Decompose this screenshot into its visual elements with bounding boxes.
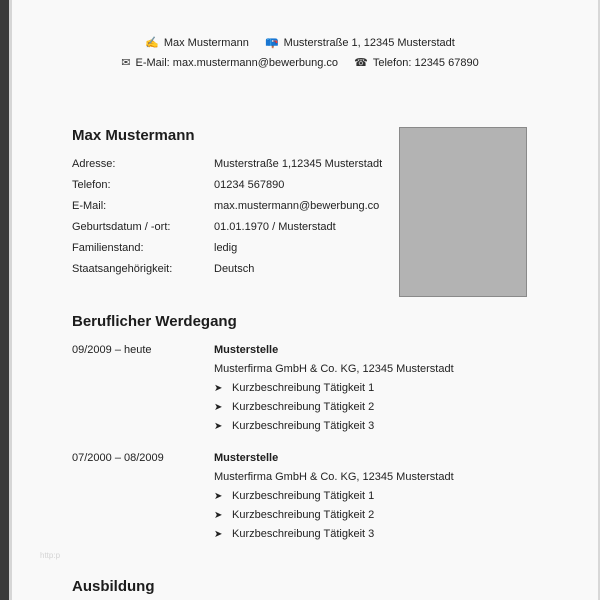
row-label-email: E-Mail:: [72, 200, 107, 212]
mailbox-icon: 📪: [264, 37, 279, 49]
envelope-icon: ✉: [121, 57, 131, 69]
arrow-bullet-icon: ➤: [214, 383, 223, 394]
row-label-phone: Telefon:: [72, 179, 111, 191]
header-phone: Telefon: 12345 67890: [372, 57, 479, 69]
personal-title: Max Mustermann: [72, 127, 195, 144]
job-2-task-1: ➤ Kurzbeschreibung Tätigkeit 1: [214, 490, 375, 502]
job-2-company: Musterstelle: [214, 452, 279, 464]
row-value-nationality: Deutsch: [214, 263, 255, 275]
header-line-1: [0, 36, 600, 49]
row-label-address: Adresse:: [72, 158, 116, 170]
job-2-task-3: ➤ Kurzbeschreibung Tätigkeit 3: [214, 528, 375, 540]
row-value-birth: 01.01.1970 / Musterstadt: [214, 221, 336, 233]
job-1-task-2: ➤ Kurzbeschreibung Tätigkeit 2: [214, 401, 375, 413]
header-email: E-Mail: max.mustermann@bewerbung.co: [135, 57, 339, 69]
arrow-bullet-icon: ➤: [214, 402, 223, 413]
watermark-text: http:p: [40, 551, 61, 560]
header-line-2: [0, 56, 600, 69]
header-name: Max Mustermann: [163, 37, 249, 49]
left-border-bar: [0, 0, 9, 600]
telephone-icon: ☎: [354, 57, 368, 69]
row-label-birth: Geburtsdatum / -ort:: [72, 221, 171, 233]
row-value-address: Musterstraße 1,12345 Musterstadt: [214, 158, 383, 170]
row-value-phone: 01234 567890: [214, 179, 285, 191]
job-1-employer: Musterfirma GmbH & Co. KG, 12345 Musterstadt: [214, 363, 454, 375]
arrow-bullet-icon: ➤: [214, 510, 223, 521]
job-1-task-3: ➤ Kurzbeschreibung Tätigkeit 3: [214, 420, 375, 432]
job-1-company: Musterstelle: [214, 344, 279, 356]
career-title: Beruflicher Werdegang: [72, 313, 237, 330]
row-label-nationality: Staatsangehörigkeit:: [72, 263, 173, 275]
arrow-bullet-icon: ➤: [214, 421, 223, 432]
job-2-task-2: ➤ Kurzbeschreibung Tätigkeit 2: [214, 509, 375, 521]
header-address: Musterstraße 1, 12345 Musterstadt: [283, 37, 455, 49]
photo-placeholder: [399, 127, 527, 297]
job-2-employer: Musterfirma GmbH & Co. KG, 12345 Musterstadt: [214, 471, 454, 483]
row-value-email: max.mustermann@bewerbung.co: [214, 200, 380, 212]
job-1-date: 09/2009 – heute: [72, 344, 152, 356]
row-label-marital: Familienstand:: [72, 242, 144, 254]
row-value-marital: ledig: [214, 242, 238, 254]
arrow-bullet-icon: ➤: [214, 491, 223, 502]
job-1-task-1: ➤ Kurzbeschreibung Tätigkeit 1: [214, 382, 375, 394]
arrow-bullet-icon: ➤: [214, 529, 223, 540]
pen-icon: ✍: [145, 37, 159, 49]
education-title: Ausbildung: [72, 578, 155, 595]
job-2-date: 07/2000 – 08/2009: [72, 452, 164, 464]
